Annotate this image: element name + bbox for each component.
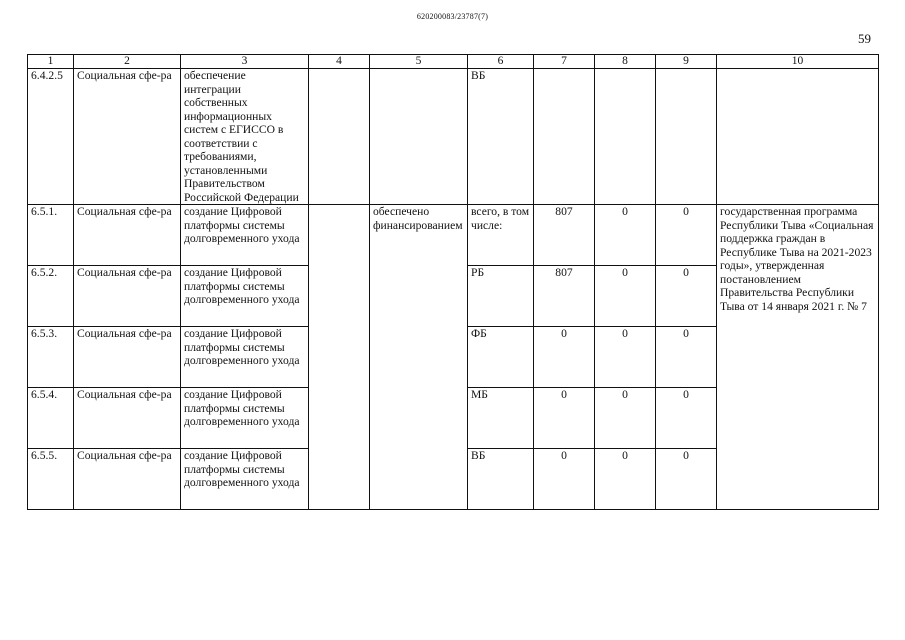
row-id: 6.4.2.5 xyxy=(28,69,74,205)
group-basis: государственная программа Республики Тыва «Социальная поддержка граждан в Республике Тыва на 2021-2023 годы», утвержденная постановлением Правительства Республики Тыва от 14 января 2021 г. № 7 xyxy=(717,205,879,510)
row-value-8: 0 xyxy=(595,388,656,449)
row-value-9: 0 xyxy=(656,449,717,510)
column-header: 3 xyxy=(181,55,309,69)
column-header: 4 xyxy=(309,55,370,69)
row-sphere: Социальная сфе-ра xyxy=(74,449,181,510)
row-activity: создание Цифровой платформы системы долговременного ухода xyxy=(181,205,309,266)
row-sphere: Социальная сфе-ра xyxy=(74,327,181,388)
row-activity: создание Цифровой платформы системы долговременного ухода xyxy=(181,388,309,449)
row-id: 6.5.4. xyxy=(28,388,74,449)
row-basis xyxy=(717,69,879,205)
row-id: 6.5.3. xyxy=(28,327,74,388)
row-activity: создание Цифровой платформы системы долговременного ухода xyxy=(181,266,309,327)
page-number: 59 xyxy=(858,31,871,46)
row-source: МБ xyxy=(468,388,534,449)
document-id: 620200083/23787(7) xyxy=(416,12,489,21)
row-source: всего, в том числе: xyxy=(468,205,534,266)
column-header: 9 xyxy=(656,55,717,69)
row-value-9: 0 xyxy=(656,327,717,388)
table-row xyxy=(28,205,879,266)
row-value-8: 0 xyxy=(595,205,656,266)
row-result xyxy=(370,69,468,205)
row-value-9: 0 xyxy=(656,266,717,327)
row-value-7: 0 xyxy=(534,327,595,388)
row-source: ВБ xyxy=(468,449,534,510)
row-value-7: 0 xyxy=(534,449,595,510)
row-id: 6.5.5. xyxy=(28,449,74,510)
column-header: 7 xyxy=(534,55,595,69)
row-value-7: 807 xyxy=(534,266,595,327)
row-value-9 xyxy=(656,69,717,205)
row-activity: обеспечение интеграции собственных информационных систем с ЕГИССО в соответствии с требованиями, установленными Правительством Российской Федерации xyxy=(181,69,309,205)
row-value-7: 807 xyxy=(534,205,595,266)
row-sphere: Социальная сфе-ра xyxy=(74,266,181,327)
row-value-7: 0 xyxy=(534,388,595,449)
row-value-9: 0 xyxy=(656,388,717,449)
row-value-7 xyxy=(534,69,595,205)
column-header: 8 xyxy=(595,55,656,69)
column-header: 1 xyxy=(28,55,74,69)
row-source: РБ xyxy=(468,266,534,327)
row-activity: создание Цифровой платформы системы долговременного ухода xyxy=(181,327,309,388)
program-table xyxy=(27,54,879,510)
group-result: обеспечено финансированием xyxy=(370,205,468,510)
row-sphere: Социальная сфе-ра xyxy=(74,69,181,205)
group-col4 xyxy=(309,205,370,510)
column-header: 2 xyxy=(74,55,181,69)
column-header: 6 xyxy=(468,55,534,69)
row-value-8: 0 xyxy=(595,327,656,388)
row-value-8: 0 xyxy=(595,266,656,327)
column-number-row xyxy=(28,55,879,69)
row-sphere: Социальная сфе-ра xyxy=(74,388,181,449)
row-value-8: 0 xyxy=(595,449,656,510)
row-source: ФБ xyxy=(468,327,534,388)
row-activity: создание Цифровой платформы системы долговременного ухода xyxy=(181,449,309,510)
row-value-9: 0 xyxy=(656,205,717,266)
column-header: 5 xyxy=(370,55,468,69)
row-source: ВБ xyxy=(468,69,534,205)
column-header: 10 xyxy=(717,55,879,69)
row-id: 6.5.2. xyxy=(28,266,74,327)
row-sphere: Социальная сфе-ра xyxy=(74,205,181,266)
row-value-8 xyxy=(595,69,656,205)
row-col4 xyxy=(309,69,370,205)
table-row xyxy=(28,69,879,205)
row-id: 6.5.1. xyxy=(28,205,74,266)
